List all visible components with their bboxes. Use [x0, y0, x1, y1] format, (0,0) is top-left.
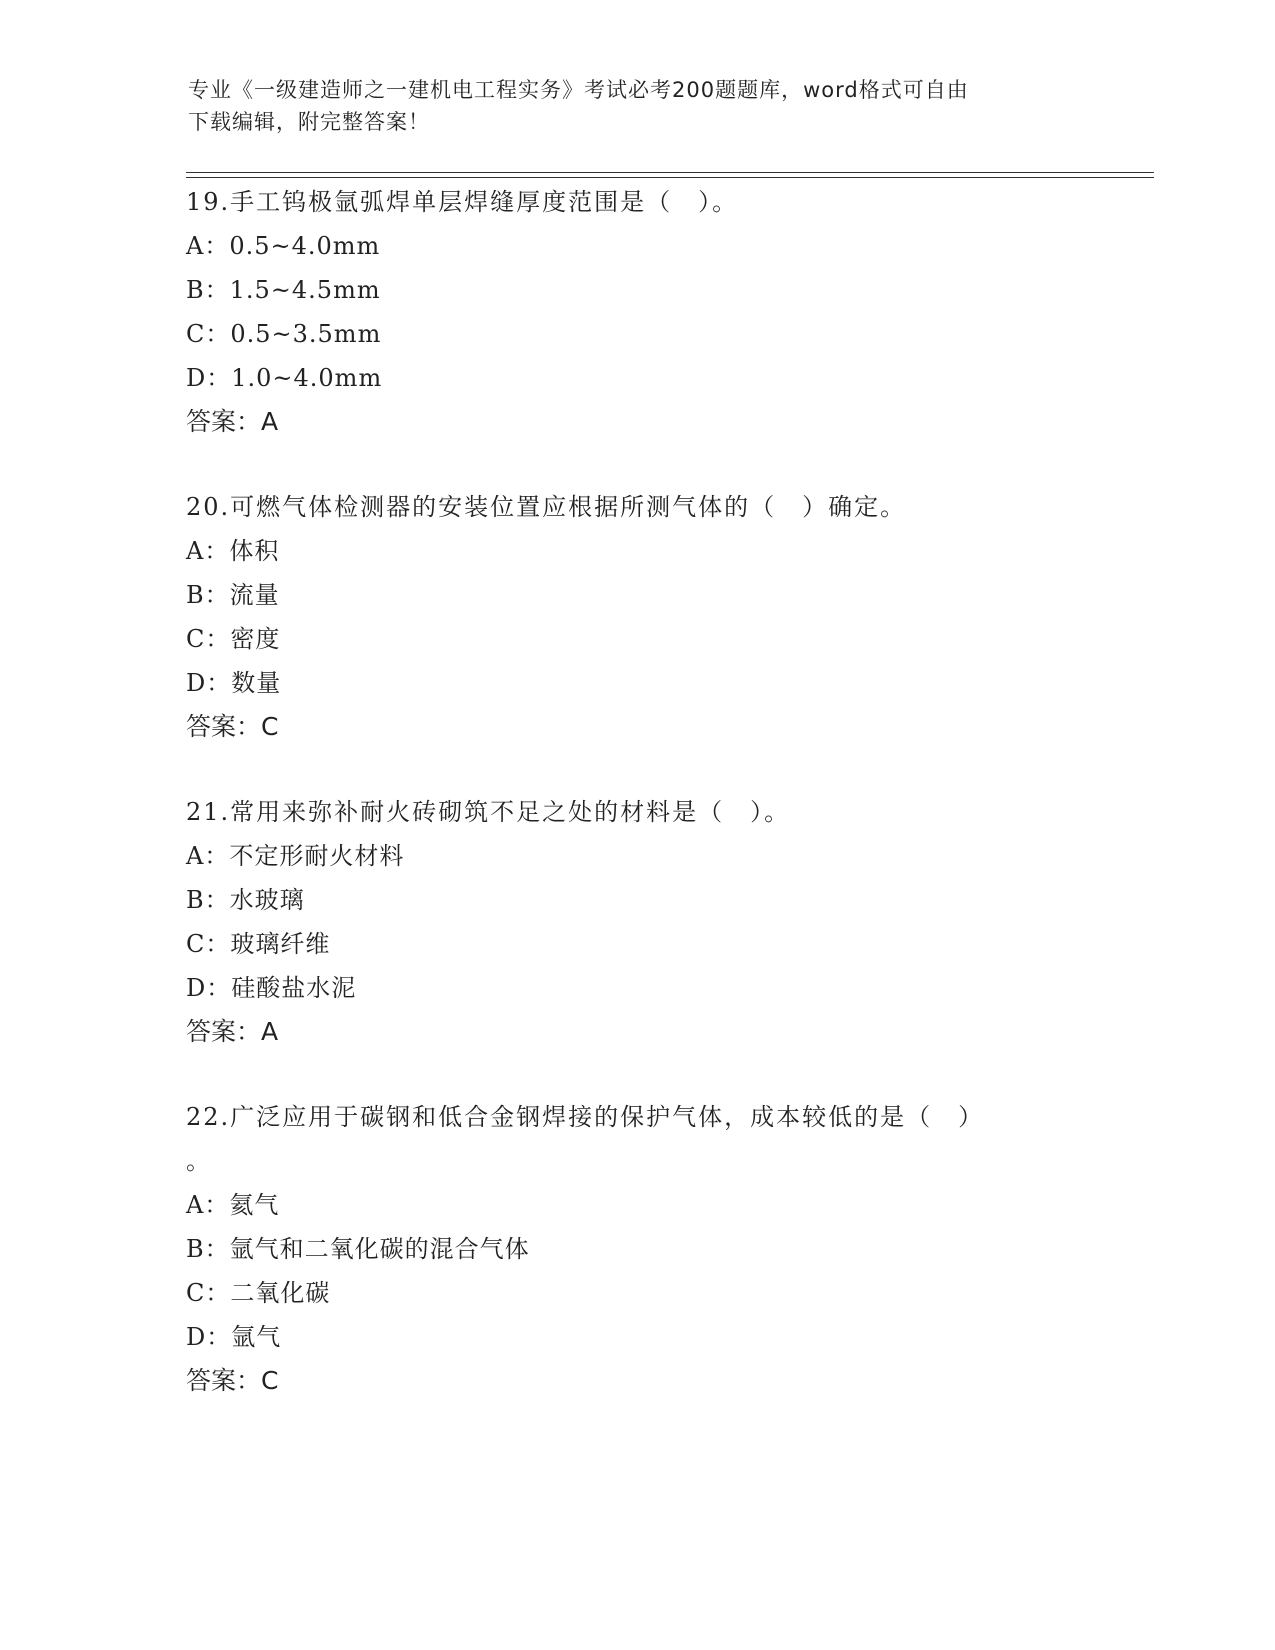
- option-a: A：氦气: [186, 1191, 280, 1219]
- document-header: [188, 74, 1068, 138]
- option-d: D：硅酸盐水泥: [186, 974, 357, 1002]
- option-a: A：体积: [186, 537, 280, 565]
- option-d: D：氩气: [186, 1323, 282, 1351]
- header-divider-top: [186, 172, 1154, 173]
- answer-label: 答案：C: [186, 1366, 279, 1395]
- header-divider-bottom: [186, 177, 1154, 178]
- option-d: D：1.0~4.0mm: [186, 364, 383, 392]
- header-line-2: 下载编辑，附完整答案！: [188, 110, 430, 134]
- question-19: [186, 180, 1086, 444]
- option-d: D：数量: [186, 669, 282, 697]
- option-b: B：水玻璃: [186, 886, 305, 914]
- option-a: A：0.5~4.0mm: [186, 232, 381, 260]
- question-20: [186, 485, 1086, 749]
- option-b: B：流量: [186, 581, 280, 609]
- question-stem: 20.可燃气体检测器的安装位置应根据所测气体的（ ）确定。: [186, 493, 907, 521]
- option-c: C：玻璃纤维: [186, 930, 331, 958]
- question-21: [186, 790, 1086, 1054]
- option-c: C：0.5~3.5mm: [186, 320, 382, 348]
- question-stem: 19.手工钨极氩弧焊单层焊缝厚度范围是（ ）。: [186, 188, 739, 216]
- option-a: A：不定形耐火材料: [186, 842, 405, 870]
- answer-label: 答案：A: [186, 1017, 279, 1046]
- option-b: B：1.5~4.5mm: [186, 276, 381, 304]
- option-b: B：氩气和二氧化碳的混合气体: [186, 1235, 530, 1263]
- header-line-1: 专业《一级建造师之一建机电工程实务》考试必考200题题库，word格式可自由: [188, 78, 969, 102]
- question-22: [186, 1095, 1086, 1403]
- question-stem-wrap: 。: [186, 1147, 212, 1175]
- answer-label: 答案：C: [186, 712, 279, 741]
- option-c: C：密度: [186, 625, 281, 653]
- question-stem: 21.常用来弥补耐火砖砌筑不足之处的材料是（ ）。: [186, 798, 791, 826]
- option-c: C：二氧化碳: [186, 1279, 331, 1307]
- answer-label: 答案：A: [186, 407, 279, 436]
- question-stem: 22.广泛应用于碳钢和低合金钢焊接的保护气体，成本较低的是（ ）: [186, 1103, 985, 1131]
